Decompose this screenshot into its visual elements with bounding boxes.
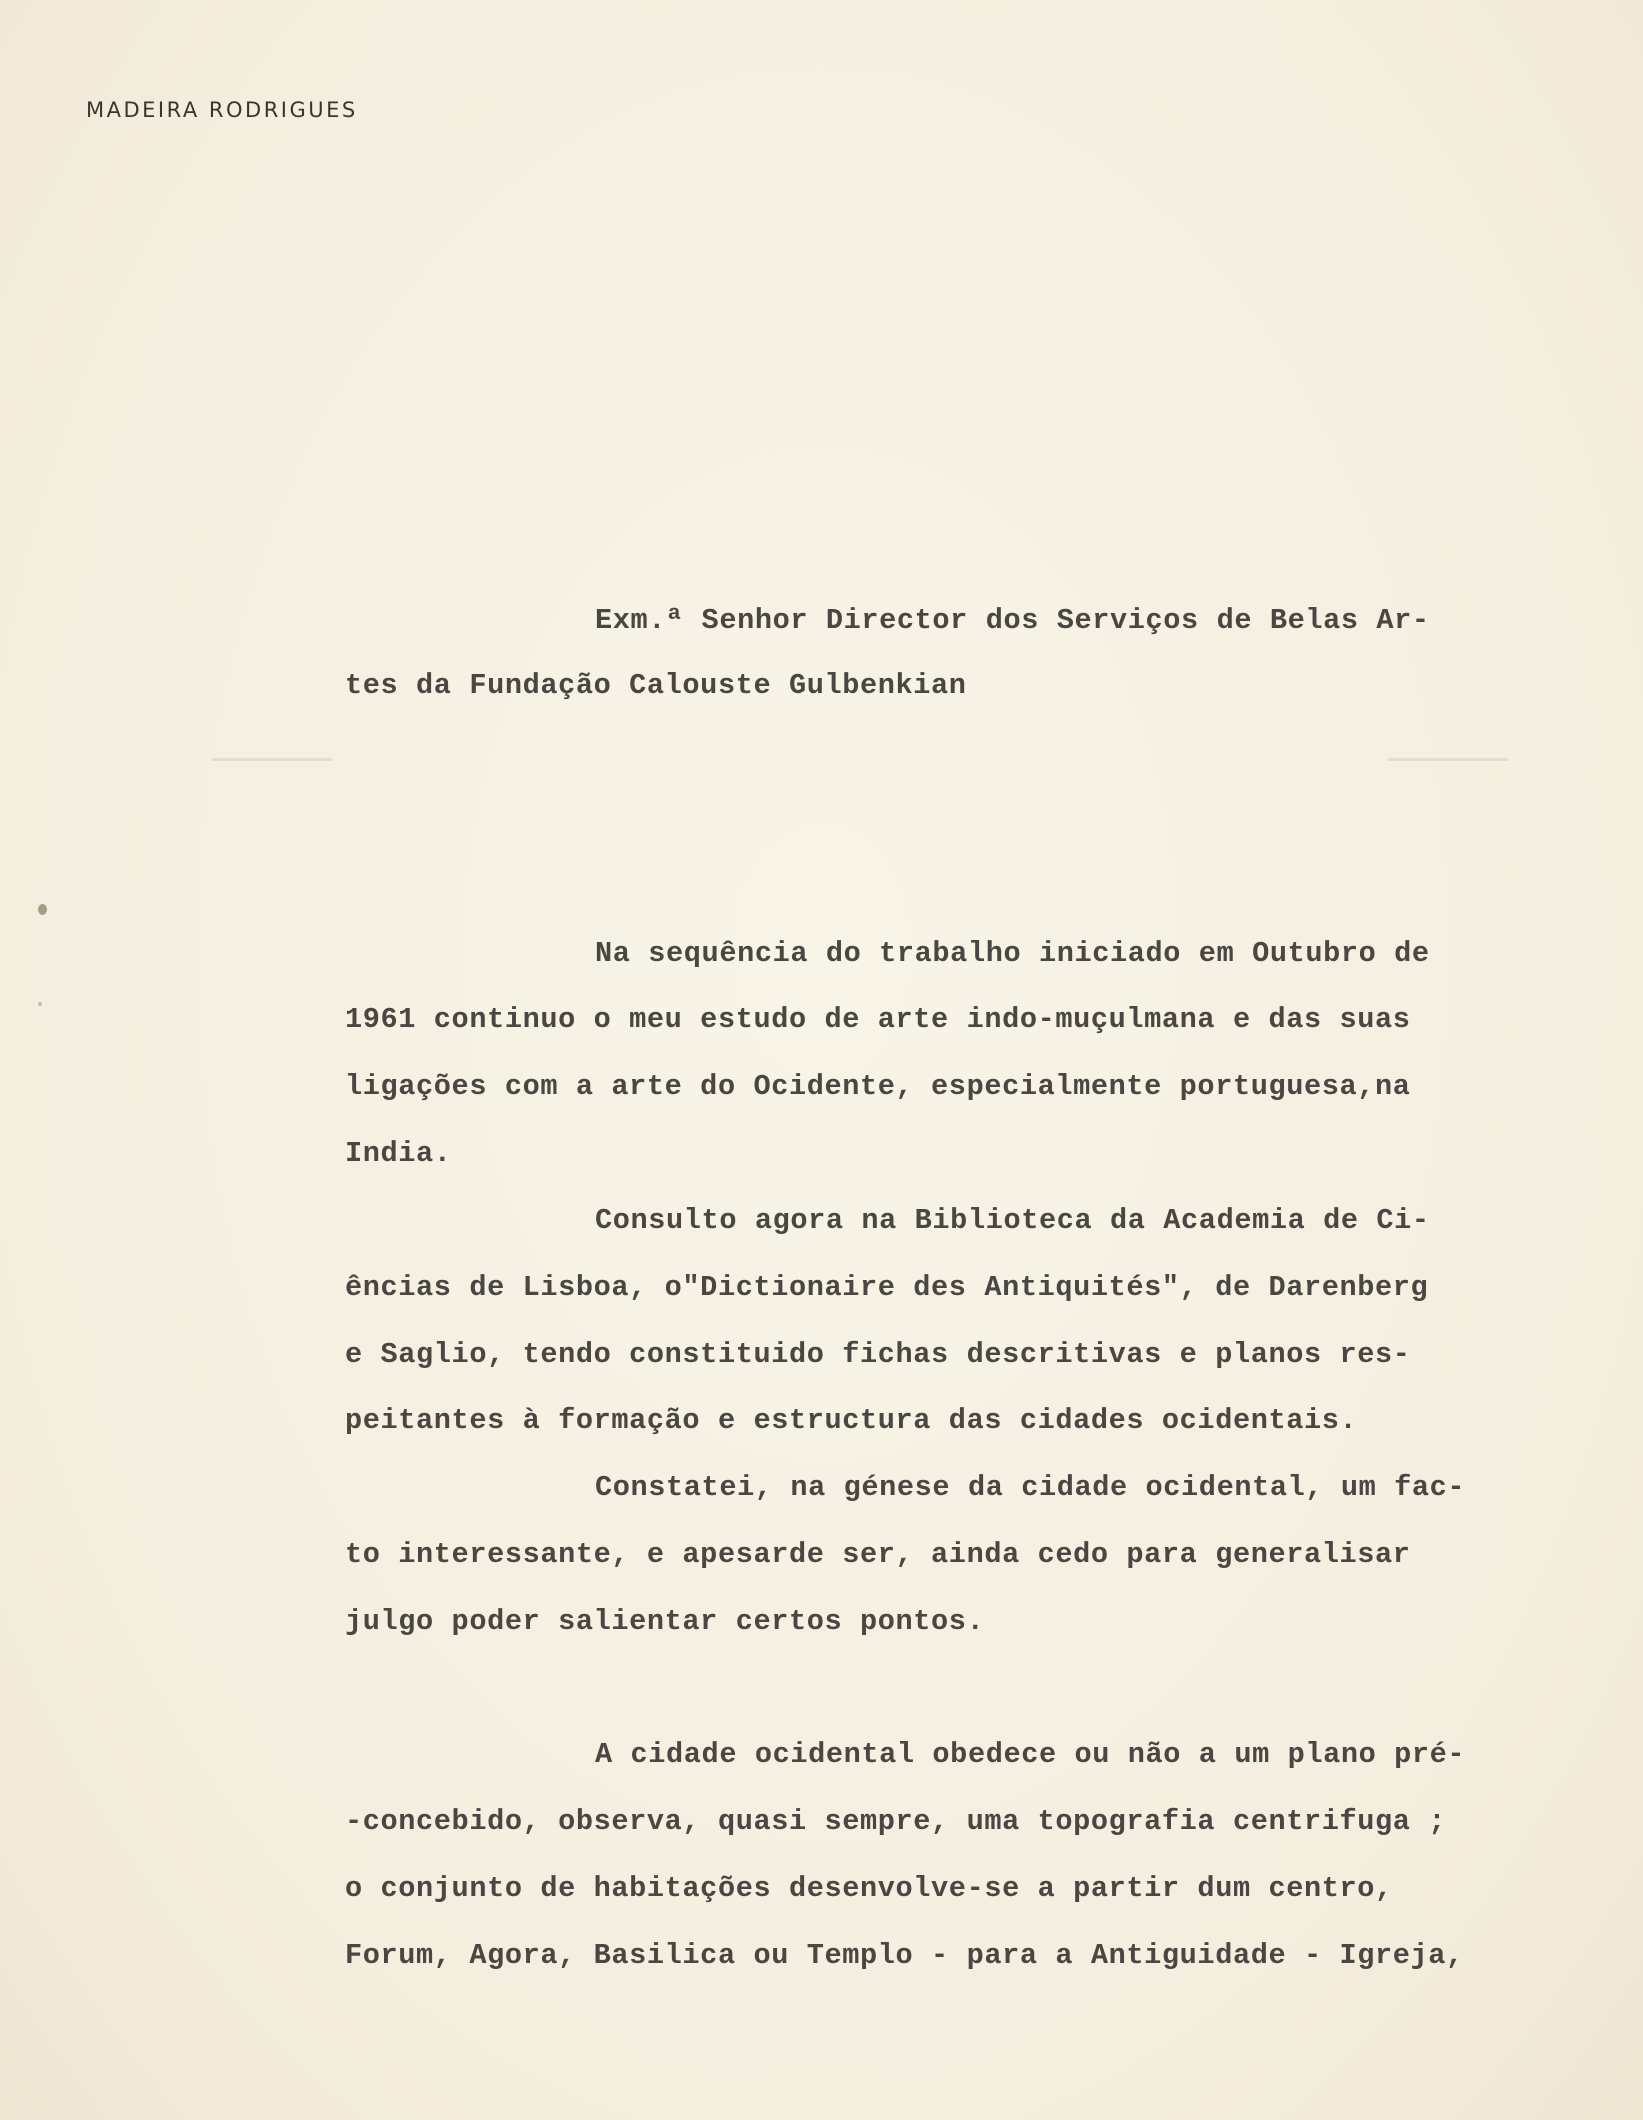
body-line: India. <box>345 1137 452 1170</box>
body-line: e Saglio, tendo constituido fichas descritivas e planos res- <box>345 1338 1411 1371</box>
body-line: Consulto agora na Biblioteca da Academia de Ci- <box>595 1204 1430 1237</box>
body-line: Constatei, na génese da cidade ocidental, um fac- <box>595 1471 1466 1504</box>
body-line: julgo poder salientar certos pontos. <box>345 1605 985 1638</box>
body-line: -concebido, observa, quasi sempre, uma topografia centrifuga ; <box>345 1805 1447 1838</box>
body-line: A cidade ocidental obedece ou não a um plano pré- <box>595 1738 1466 1771</box>
body-line: peitantes à formação e estructura das cidades ocidentais. <box>345 1404 1358 1437</box>
address-line: Exm.ª Senhor Director dos Serviços de Belas Ar- <box>595 604 1430 637</box>
ink-smudge <box>38 904 47 915</box>
faint-mark-left <box>212 758 332 761</box>
body-line: ências de Lisboa, o"Dictionaire des Antiquités", de Darenberg <box>345 1271 1429 1304</box>
letterhead: MADEIRA RODRIGUES <box>86 98 358 122</box>
body-line: 1961 continuo o meu estudo de arte indo-muçulmana e das suas <box>345 1003 1411 1036</box>
body-line: o conjunto de habitações desenvolve-se a partir dum centro, <box>345 1872 1393 1905</box>
body-line: to interessante, e apesarde ser, ainda cedo para generalisar <box>345 1538 1411 1571</box>
body-line: ligações com a arte do Ocidente, especialmente portuguesa,na <box>345 1070 1411 1103</box>
faint-mark-right <box>1388 758 1508 761</box>
body-line: Forum, Agora, Basilica ou Templo - para a Antiguidade - Igreja, <box>345 1939 1464 1972</box>
ink-dot <box>38 1002 42 1006</box>
address-line: tes da Fundação Calouste Gulbenkian <box>345 669 967 702</box>
body-line: Na sequência do trabalho iniciado em Outubro de <box>595 937 1430 970</box>
